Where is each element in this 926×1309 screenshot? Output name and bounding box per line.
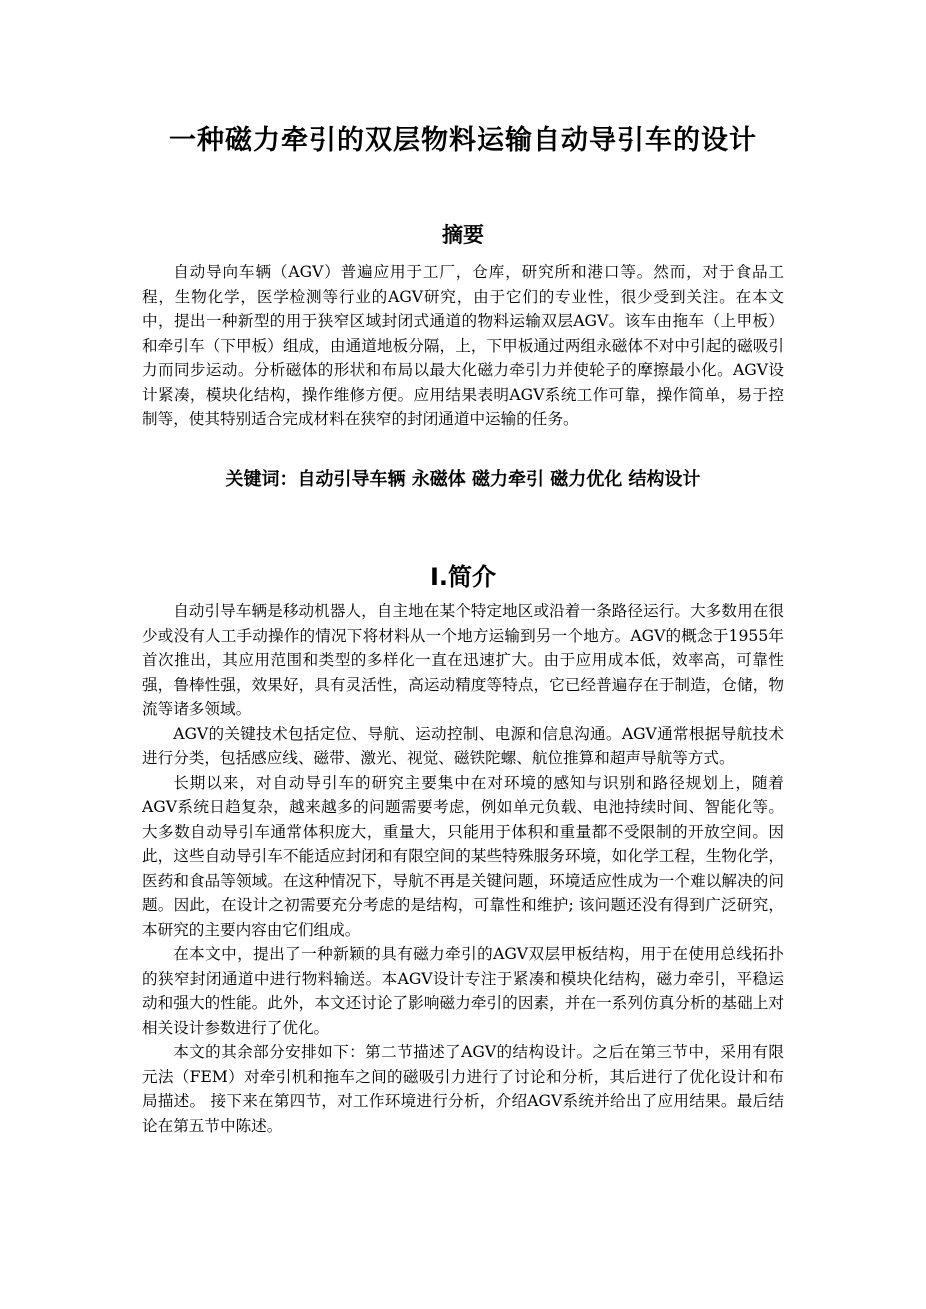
abstract-heading: 摘要 <box>442 223 484 247</box>
paper-title: 一种磁力牵引的双层物料运输自动导引车的设计 <box>169 125 757 156</box>
intro-paragraph: 在本文中，提出了一种新颖的具有磁力牵引的AGV双层甲板结构，用于在使用总线拓扑的狭窄封闭通道中进行物料输送。本AGV设计专注于紧凑和模块化结构，磁力牵引，平稳运动和强大的性能。此外，本文还讨论了影响磁力牵引的因素，并在一系列仿真分析的基础上对相关设计参数进行了优化。 <box>142 945 784 1037</box>
keywords-line: 关键词：自动引导车辆 永磁体 磁力牵引 磁力优化 结构设计 <box>225 469 701 490</box>
abstract-paragraph: 自动导向车辆（AGV）普遍应用于工厂，仓库，研究所和港口等。然而，对于食品工程，生物化学，医学检测等行业的AGV研究，由于它们的专业性，很少受到关注。在本文中，提出一种新型的用于狭窄区域封闭式通道的物料运输双层AGV。该车由拖车（上甲板）和牵引车（下甲板）组成，由通道地板分隔，上，下甲板通过两组永磁体不对中引起的磁吸引力而同步运动。分析磁体的形状和布局以最大化磁力牵引力并使轮子的摩擦最小化。AGV设计紧凑，模块化结构，操作维修方便。应用结果表明AGV系统工作可靠，操作简单，易于控制等，使其特别适合完成材料在狭窄的封闭通道中运输的任务。 <box>142 263 784 428</box>
intro-paragraph: AGV的关键技术包括定位、导航、运动控制、电源和信息沟通。AGV通常根据导航技术进行分类，包括感应线、磁带、激光、视觉、磁铁陀螺、航位推算和超声导航等方式。 <box>142 724 784 767</box>
intro-body <box>142 599 784 1138</box>
section-heading-intro: I.简介 <box>429 563 497 591</box>
intro-paragraph: 自动引导车辆是移动机器人，自主地在某个特定地区或沿着一条路径运行。大多数用在很少或没有人工手动操作的情况下将材料从一个地方运输到另一个地方。AGV的概念于1955年首次推出，其应用范围和类型的多样化一直在迅速扩大。由于应用成本低，效率高，可靠性强，鲁棒性强，效果好，具有灵活性，高运动精度等特点，它已经普遍存在于制造，仓储，物流等诸多领域。 <box>142 602 784 718</box>
intro-paragraph: 长期以来，对自动导引车的研究主要集中在对环境的感知与识别和路径规划上，随着AGV系统日趋复杂，越来越多的问题需要考虑，例如单元负载、电池持续时间、智能化等。大多数自动导引车通常体积庞大，重量大，只能用于体积和重量都不受限制的开放空间。因此，这些自动导引车不能适应封闭和有限空间的某些特殊服务环境，如化学工程，生物化学，医药和食品等领域。在这种情况下，导航不再是关键问题，环境适应性成为一个难以解决的问题。因此，在设计之初需要充分考虑的是结构，可靠性和维护; 该问题还没有得到广泛研究，本研究的主要内容由它们组成。 <box>142 773 784 939</box>
intro-paragraph: 本文的其余部分安排如下：第二节描述了AGV的结构设计。之后在第三节中，采用有限元法（FEM）对牵引机和拖车之间的磁吸引力进行了讨论和分析，其后进行了优化设计和布局描述。 接下来在第四节，对工作环境进行分析，介绍AGV系统并给出了应用结果。最后结论在第五节中陈述。 <box>142 1043 784 1135</box>
abstract-body <box>142 260 784 432</box>
